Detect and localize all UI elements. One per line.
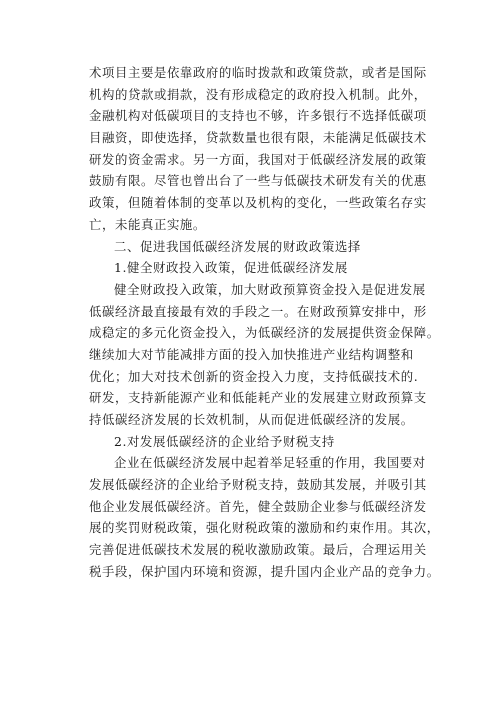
paragraph-first-line: 企业在低碳经济发展中起着举足轻重的作用，我国要对: [114, 455, 426, 471]
body-text-line: 展的奖罚财税政策，强化财税政策的激励和约束作用。其次，: [89, 520, 440, 536]
body-text-line: 他企业发展低碳经济。首先，健全鼓励企业参与低碳经济发: [89, 498, 427, 514]
body-text-line: 税手段，保护国内环境和资源，提升国内企业产品的竞争力。: [89, 563, 440, 579]
body-text-line: 继续加大对节能减排方面的投入加快推进产业结构调整和: [89, 346, 414, 362]
body-text-line: 术项目主要是依靠政府的临时拨款和政策贷款，或者是国际: [89, 65, 427, 80]
body-text-line: 持低碳经济发展的长效机制，从而促进低碳经济的发展。: [89, 412, 414, 427]
body-text-line: 政策，但随着体制的变革以及机构的变化，一些政策名存实: [89, 195, 427, 211]
body-text-line: 研发，支持新能源产业和低能耗产业的发展建立财政预算支: [89, 390, 427, 406]
paragraph-first-line: 健全财政投入政策，加大财政预算资金投入是促进发展: [114, 281, 426, 297]
body-text-line: 亡，未能真正实施。: [89, 216, 206, 232]
body-text-line: 鼓励有限。尽管也曾出台了一些与低碳技术研发有关的优惠: [89, 173, 427, 189]
section-heading: 二、促进我国低碳经济发展的财政政策选择: [114, 238, 361, 254]
document-body: [89, 62, 440, 583]
body-text-line: 研发的资金需求。另一方面，我国对于低碳经济发展的政策: [89, 151, 427, 167]
body-text-line: 金融机构对低碳项目的支持也不够，许多银行不选择低碳项: [89, 108, 427, 124]
body-text-line: 低碳经济最直接最有效的手段之一。在财政预算安排中，形: [89, 303, 427, 319]
subsection-heading: 1.健全财政投入政策，促进低碳经济发展: [114, 260, 348, 276]
body-text-line: 优化；加大对技术创新的资金投入力度，支持低碳技术的.: [89, 368, 419, 384]
body-text-line: 机构的贷款或捐款，没有形成稳定的政府投入机制。此外，: [89, 86, 427, 102]
body-text-line: 目融资，即使选择，贷款数量也很有限，未能满足低碳技术: [89, 130, 427, 146]
subsection-heading: 2.对发展低碳经济的企业给予财税支持: [114, 433, 335, 449]
body-text-line: 成稳定的多元化资金投入，为低碳经济的发展提供资金保障。: [89, 325, 440, 341]
body-text-line: 发展低碳经济的企业给予财税支持，鼓励其发展，并吸引其: [89, 477, 427, 493]
body-text-line: 完善促进低碳技术发展的税收激励政策。最后，合理运用关: [89, 542, 427, 558]
